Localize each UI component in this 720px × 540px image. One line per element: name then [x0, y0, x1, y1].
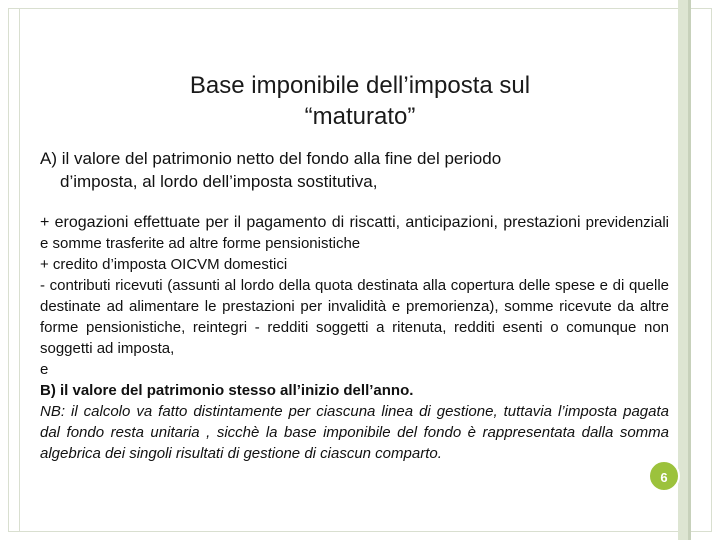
- side-decoration-bar: [678, 0, 688, 540]
- erogazioni-rest: previdenziali e somme trasferite ad altre forme pensionistiche: [40, 214, 670, 252]
- body-paragraph-valore-iniziale: B) il valore del patrimonio stesso all’inizio dell’anno.: [40, 382, 414, 399]
- slide-title-line-2: “maturato”: [304, 103, 416, 130]
- body-paragraph-nota: NB: il calcolo va fatto distintamente per ciascuna linea di gestione, tuttavia l’imposta pagata dal fondo resta unitaria , sicchè la base imponibile del fondo è rappresentata dalla somma algebrica dei singoli risultati di gestione di ciascun comparto.: [40, 403, 669, 462]
- side-decoration-line: [688, 0, 691, 540]
- slide-title: [100, 70, 620, 132]
- intro-line-1: A) il valore del patrimonio netto del fondo alla fine del periodo: [40, 149, 502, 168]
- body-text: [40, 212, 669, 464]
- intro-line-2: d’imposta, al lordo dell’imposta sostitutiva,: [60, 172, 378, 191]
- slide-title-line-1: Base imponibile dell’imposta sul: [189, 72, 531, 99]
- body-paragraph-credito: + credito d’imposta OICVM domestici: [40, 256, 288, 273]
- body-paragraph-erogazioni: [40, 212, 669, 254]
- body-paragraph-e: e: [40, 361, 49, 378]
- page-number-badge: 6: [648, 460, 680, 492]
- erogazioni-first-line: + erogazioni effettuate per il pagamento di riscatti, anticipazioni, prestazioni: [40, 214, 581, 231]
- body-paragraph-contributi: - contributi ricevuti (assunti al lordo della quota destinata alla copertura delle spese e di quelle destinate ad alimentare le prestazioni per invalidità e premorienza), somme ricevute da altre forme pensionistiche, reintegri - redditi soggetti a ritenuta, redditi esenti o comunque non soggetti ad imposta,: [40, 277, 669, 357]
- intro-paragraph: [40, 147, 670, 193]
